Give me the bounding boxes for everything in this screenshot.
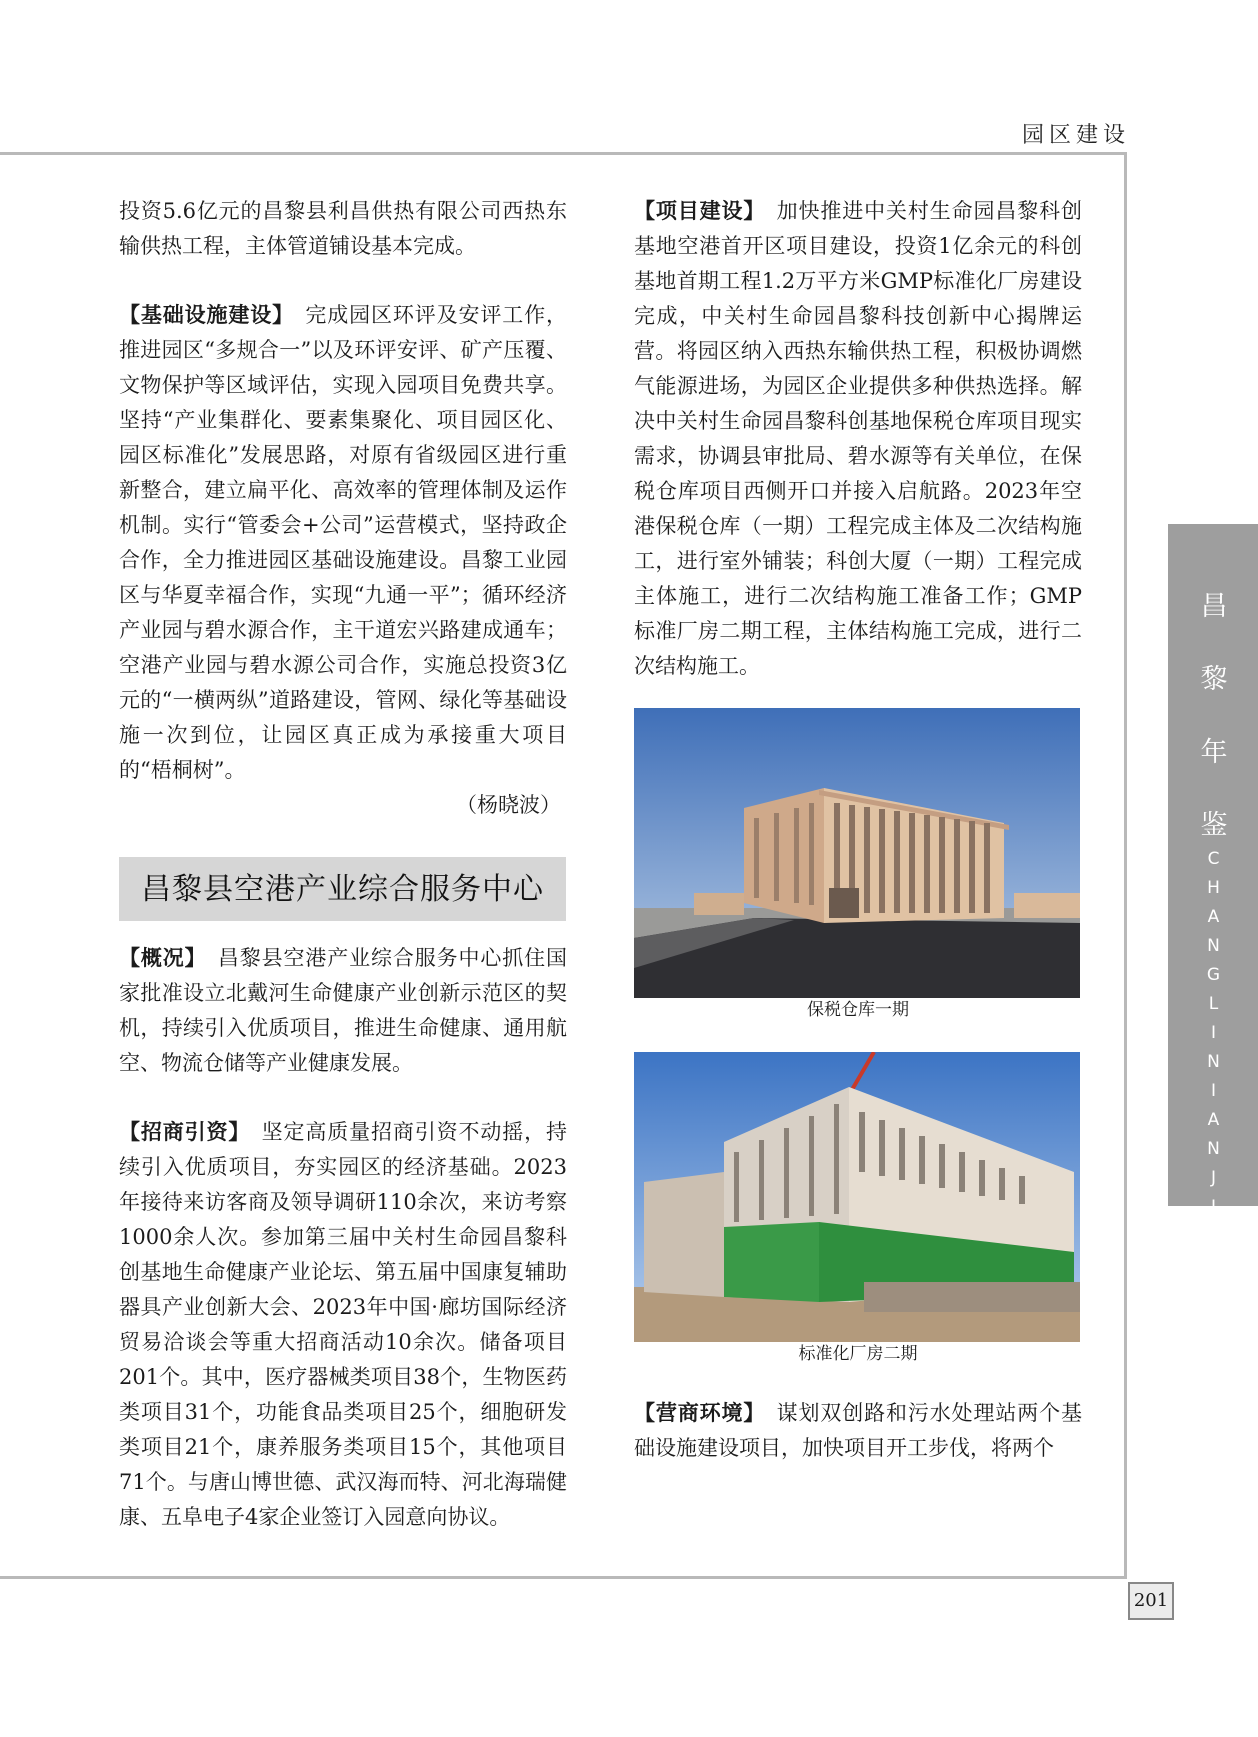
side-tab-letter: I [1210,1081,1217,1101]
author-credit: （杨晓波） [456,793,561,817]
side-tab-letter: H [1207,878,1221,898]
investment-text: 坚定高质量招商引资不动摇，持续引入优质项目，夯实园区的经济基础。2023年接待来访客商及领导调研110余次，来访考察1000余人次。参加第三届中关村生命园昌黎科创基地生命健康产业论坛、第五届中国康复辅助器具产业创新大会、2023年中国·廊坊国际经济贸易洽谈会等重大招商活动10余次。储备项目201个。其中，医疗器械类项目38个，生物医药类项目31个，功能食品类项目25个，细胞研发类项目21个，康养服务类项目15个，其他项目71个。与唐山博世德、武汉海而特、河北海瑞健康、五阜电子4家企业签订入园意向协议。 [119,1120,567,1529]
overview-text: 昌黎县空港产业综合服务中心抓住国家批准设立北戴河生命健康产业创新示范区的契机，持续引入优质项目，推进生命健康、通用航空、物流仓储等产业健康发展。 [119,946,567,1075]
side-tab-letter: A [1207,1110,1221,1130]
paragraph-investment [119,1115,567,1535]
infrastructure-label: 【基础设施建设】 [119,303,284,327]
side-tab-char: 年 [1200,737,1228,768]
side-tab [1168,524,1258,1275]
side-tab-letter: G [1206,965,1222,985]
infrastructure-text: 完成园区环评及安评工作，推进园区“多规合一”以及环评安评、矿产压覆、文物保护等区域评估，实现入园项目免费共享。坚持“产业集群化、要素集聚化、项目园区化、园区标准化”发展思路，对原有省级园区进行重新整合，建立扁平化、高效率的管理体制及运作机制。实行“管委会+公司”运营模式，坚持政企合作，全力推进园区基础设施建设。昌黎工业园区与华夏幸福合作，实现“九通一平”；循环经济产业园与碧水源合作，主干道宏兴路建成通车；空港产业园与碧水源公司合作，实施总投资3亿元的“一横两纵”道路建设，管网、绿化等基础设施一次到位，让园区真正成为承接重大项目的“梧桐树”。 [119,303,567,782]
photo2-caption: 标准化厂房二期 [798,1344,918,1364]
side-tab-chinese-title [1190,584,1238,842]
business-environment-label: 【营商环境】 [634,1401,755,1425]
photo-bonded-warehouse [634,708,1080,998]
side-tab-letter: N [1207,1052,1221,1072]
photo1-caption: 保税仓库一期 [807,1000,909,1020]
side-tab-char: 鉴 [1200,810,1228,841]
left-column [119,194,567,1535]
paragraph-overview [119,941,567,1081]
business-environment-text: 谋划双创路和污水处理站两个基础设施建设项目，加快项目开工步伐，将两个 [634,1401,1082,1460]
overview-label: 【概况】 [119,946,196,970]
side-tab-letter: I [1210,1023,1217,1043]
section-header: 园区建设 [1021,123,1130,148]
section-banner: 昌黎县空港产业综合服务中心 [119,857,566,921]
side-tab-letter: N [1207,1139,1221,1159]
side-tab-letter: A [1207,907,1221,927]
project-text: 加快推进中关村生命园昌黎科创基地空港首开区项目建设，投资1亿余元的科创基地首期工程1.2万平方米GMP标准化厂房建设完成，中关村生命园昌黎科技创新中心揭牌运营。将园区纳入西热东输供热工程，积极协调燃气能源进场，为园区企业提供多种供热选择。解决中关村生命园昌黎科创基地保税仓库项目现实需求，协调县审批局、碧水源等有关单位，在保税仓库项目西侧开口并接入启航路。2023年空港保税仓库（一期）工程完成主体及二次结构施工，进行室外铺装；科创大厦（一期）工程完成主体施工，进行二次结构施工准备工作；GMP标准厂房二期工程，主体结构施工完成，进行二次结构施工。 [634,199,1082,678]
side-tab-letter: C [1207,849,1221,869]
photo-standard-factory [634,1052,1080,1342]
side-tab-letter: N [1207,1255,1221,1275]
side-tab-letter: I [1210,1197,1217,1217]
project-label: 【项目建设】 [634,199,755,223]
page-number: 201 [1128,1582,1174,1620]
paragraph-project-construction [634,194,1082,684]
paragraph-business-environment [634,1396,1082,1466]
paragraph-infrastructure [119,298,567,788]
frame-right-line [1124,152,1127,1578]
side-tab-char: 黎 [1200,664,1228,695]
right-column [634,194,1082,1466]
side-tab-letter: N [1207,936,1221,956]
side-tab-letter: J [1210,1168,1217,1188]
frame-bottom-line [0,1576,1127,1579]
investment-label: 【招商引资】 [119,1120,240,1144]
side-tab-char: 昌 [1200,591,1228,622]
frame-top-line [0,152,1124,155]
side-tab-letter: L [1208,994,1220,1014]
side-tab-pinyin-title [1190,849,1238,1275]
paragraph-heating-project: 投资5.6亿元的昌黎县利昌供热有限公司西热东输供热工程，主体管道铺设基本完成。 [119,199,567,258]
side-tab-letter: A [1207,1226,1221,1246]
